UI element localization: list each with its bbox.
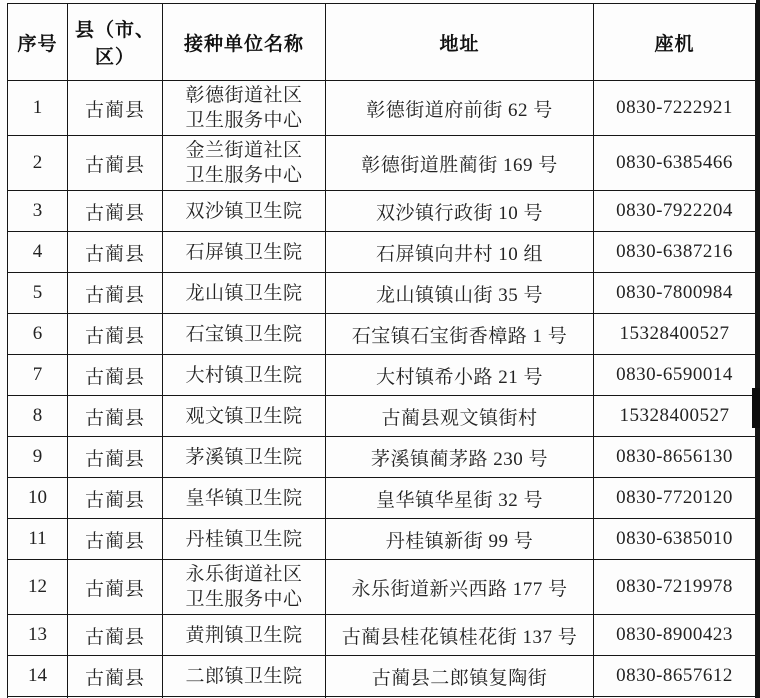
cell-address: 茅溪镇蔺茅路 230 号 xyxy=(326,437,594,478)
cell-index: 6 xyxy=(8,314,68,355)
table-row xyxy=(8,437,756,478)
table-row xyxy=(8,273,756,314)
table-row xyxy=(8,81,756,136)
cell-unit xyxy=(163,396,326,437)
cell-address: 彰德街道胜蔺街 169 号 xyxy=(326,136,594,191)
table-row xyxy=(8,478,756,519)
cell-phone: 0830-8900423 xyxy=(594,615,756,656)
unit-name: 二郎镇卫生院 xyxy=(185,665,303,687)
cell-unit xyxy=(163,656,326,697)
cell-county: 古蔺县 xyxy=(68,355,163,396)
unit-name: 黄荆镇卫生院 xyxy=(185,624,303,646)
table-row xyxy=(8,191,756,232)
cell-unit xyxy=(163,437,326,478)
table-row xyxy=(8,136,756,191)
vaccination-units-table xyxy=(7,3,756,698)
cell-index: 8 xyxy=(8,396,68,437)
cell-address: 双沙镇行政街 10 号 xyxy=(326,191,594,232)
cell-phone: 0830-8656130 xyxy=(594,437,756,478)
cell-address: 大村镇希小路 21 号 xyxy=(326,355,594,396)
cell-county: 古蔺县 xyxy=(68,560,163,615)
cell-index: 12 xyxy=(8,560,68,615)
table-row xyxy=(8,232,756,273)
header-unit: 接种单位名称 xyxy=(163,4,326,81)
cell-unit xyxy=(163,314,326,355)
cell-phone: 15328400527 xyxy=(594,396,756,437)
unit-name: 大村镇卫生院 xyxy=(185,364,303,386)
cell-county: 古蔺县 xyxy=(68,437,163,478)
cell-index: 11 xyxy=(8,519,68,560)
unit-name: 茅溪镇卫生院 xyxy=(185,446,303,468)
unit-name: 皇华镇卫生院 xyxy=(185,487,303,509)
cell-phone: 0830-8657612 xyxy=(594,656,756,697)
table-row xyxy=(8,314,756,355)
header-phone: 座机 xyxy=(594,4,756,81)
scrollbar-thumb[interactable] xyxy=(752,388,760,428)
cell-index: 10 xyxy=(8,478,68,519)
cell-address: 丹桂镇新街 99 号 xyxy=(326,519,594,560)
cell-county: 古蔺县 xyxy=(68,191,163,232)
cell-address: 石屏镇向井村 10 组 xyxy=(326,232,594,273)
cell-county: 古蔺县 xyxy=(68,81,163,136)
cell-address: 古蔺县桂花镇桂花街 137 号 xyxy=(326,615,594,656)
cell-unit xyxy=(163,273,326,314)
cell-county: 古蔺县 xyxy=(68,136,163,191)
cell-phone: 0830-7720120 xyxy=(594,478,756,519)
cell-unit xyxy=(163,560,326,615)
table-row xyxy=(8,519,756,560)
unit-name: 金兰街道社区卫生服务中心 xyxy=(185,140,303,186)
cell-unit xyxy=(163,355,326,396)
cell-address: 皇华镇华星街 32 号 xyxy=(326,478,594,519)
cell-phone: 0830-6590014 xyxy=(594,355,756,396)
cell-address: 石宝镇石宝街香樟路 1 号 xyxy=(326,314,594,355)
cell-county: 古蔺县 xyxy=(68,232,163,273)
table-row xyxy=(8,355,756,396)
cell-index: 3 xyxy=(8,191,68,232)
cell-phone: 0830-6385010 xyxy=(594,519,756,560)
unit-name: 永乐街道社区卫生服务中心 xyxy=(185,564,303,610)
unit-name: 彰德街道社区卫生服务中心 xyxy=(185,85,303,131)
cell-county: 古蔺县 xyxy=(68,478,163,519)
cell-index: 4 xyxy=(8,232,68,273)
cell-phone: 0830-6387216 xyxy=(594,232,756,273)
cell-phone: 0830-7222921 xyxy=(594,81,756,136)
cell-phone: 0830-6385466 xyxy=(594,136,756,191)
cell-unit xyxy=(163,232,326,273)
cell-address: 永乐街道新兴西路 177 号 xyxy=(326,560,594,615)
header-index: 序号 xyxy=(8,4,68,81)
table-header-row xyxy=(8,4,756,81)
cell-index: 2 xyxy=(8,136,68,191)
table-row xyxy=(8,656,756,697)
cell-phone: 0830-7922204 xyxy=(594,191,756,232)
cell-phone: 0830-7219978 xyxy=(594,560,756,615)
table-row xyxy=(8,396,756,437)
cell-index: 7 xyxy=(8,355,68,396)
table-row xyxy=(8,615,756,656)
cell-address: 古蔺县二郎镇复陶街 xyxy=(326,656,594,697)
cell-address: 古蔺县观文镇街村 xyxy=(326,396,594,437)
cell-phone: 0830-7800984 xyxy=(594,273,756,314)
cell-address: 龙山镇镇山街 35 号 xyxy=(326,273,594,314)
unit-name: 丹桂镇卫生院 xyxy=(185,528,303,550)
header-county: 县（市、区） xyxy=(68,4,163,81)
cell-index: 9 xyxy=(8,437,68,478)
unit-name: 双沙镇卫生院 xyxy=(185,200,303,222)
cell-phone: 15328400527 xyxy=(594,314,756,355)
cell-county: 古蔺县 xyxy=(68,615,163,656)
right-edge-border xyxy=(756,0,760,698)
cell-index: 5 xyxy=(8,273,68,314)
cell-county: 古蔺县 xyxy=(68,396,163,437)
cell-unit xyxy=(163,519,326,560)
cell-index: 1 xyxy=(8,81,68,136)
cell-county: 古蔺县 xyxy=(68,656,163,697)
cell-unit xyxy=(163,478,326,519)
cell-county: 古蔺县 xyxy=(68,273,163,314)
unit-name: 石屏镇卫生院 xyxy=(185,241,303,263)
unit-name: 石宝镇卫生院 xyxy=(185,323,303,345)
cell-index: 14 xyxy=(8,656,68,697)
cell-county: 古蔺县 xyxy=(68,314,163,355)
cell-unit xyxy=(163,81,326,136)
table-row xyxy=(8,560,756,615)
unit-name: 观文镇卫生院 xyxy=(185,405,303,427)
cell-address: 彰德街道府前街 62 号 xyxy=(326,81,594,136)
cell-unit xyxy=(163,136,326,191)
cell-unit xyxy=(163,191,326,232)
unit-name: 龙山镇卫生院 xyxy=(185,282,303,304)
cell-county: 古蔺县 xyxy=(68,519,163,560)
cell-unit xyxy=(163,615,326,656)
header-address: 地址 xyxy=(326,4,594,81)
cell-index: 13 xyxy=(8,615,68,656)
